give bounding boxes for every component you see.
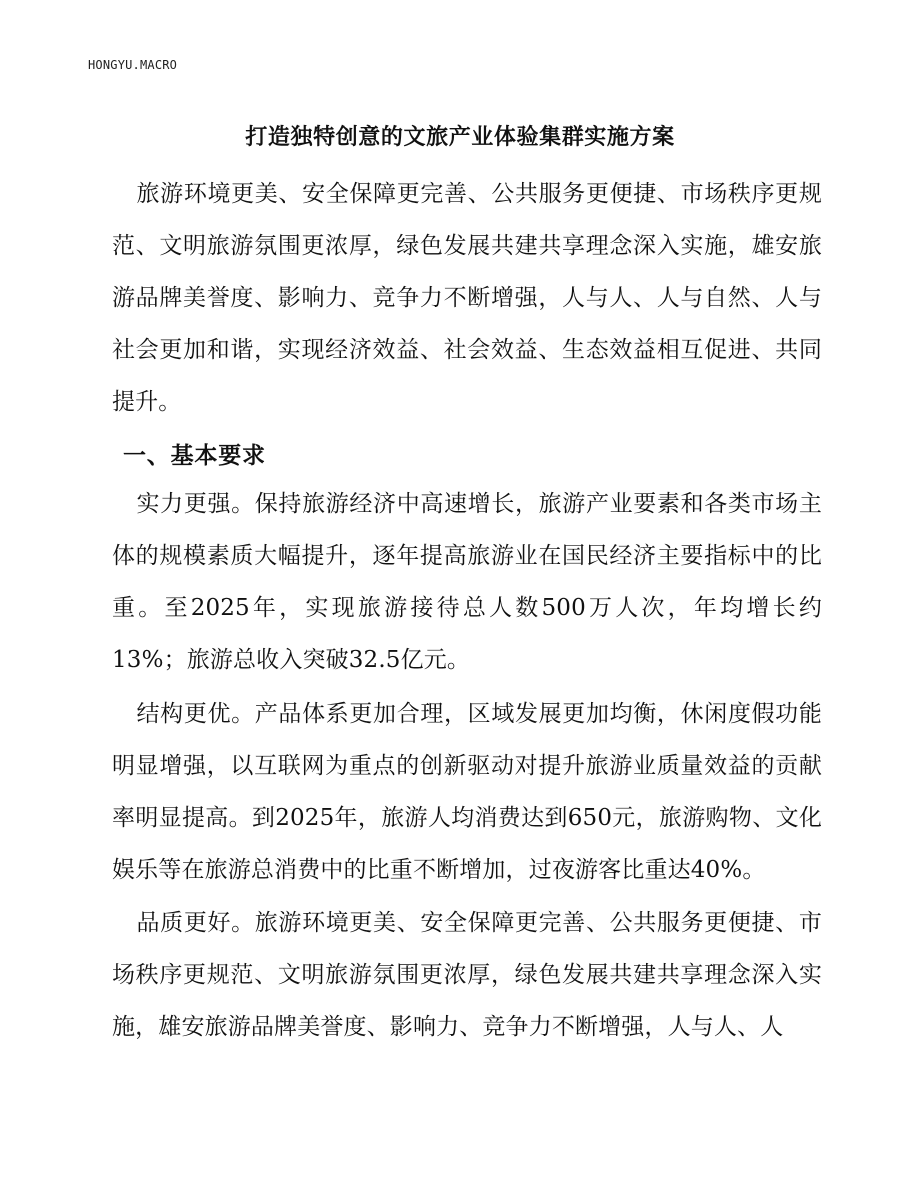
paragraph-structure-text: 结构更优。产品体系更加合理，区域发展更加均衡，休闲度假功能明显增强，以互联网为重点的创新驱动对提升旅游业质量效益的贡献率明显提高。到2025年，旅游人均消费达到650元，旅游购物、文化娱乐等在旅游总消费中的比重不断增加，过夜游客比重达40%。 xyxy=(112,701,822,883)
paragraph-quality xyxy=(112,897,822,1053)
paragraph-strength xyxy=(112,478,822,686)
paragraph-strength-text: 实力更强。保持旅游经济中高速增长，旅游产业要素和各类市场主体的规模素质大幅提升，逐年提高旅游业在国民经济主要指标中的比重。至2025年，实现旅游接待总人数500万人次，年均增长约13%；旅游总收入突破32.5亿元。 xyxy=(112,491,822,673)
paragraph-structure xyxy=(112,688,822,896)
document-title: 打造独特创意的文旅产业体验集群实施方案 xyxy=(245,124,675,150)
section-heading: 一、基本要求 xyxy=(123,442,266,469)
paragraph-quality-text: 品质更好。旅游环境更美、安全保障更完善、公共服务更便捷、市场秩序更规范、文明旅游氛围更浓厚，绿色发展共建共享理念深入实施，雄安旅游品牌美誉度、影响力、竞争力不断增强，人与人、人 xyxy=(112,910,822,1040)
header-mark: HONGYU.MACRO xyxy=(88,58,178,72)
intro-text: 旅游环境更美、安全保障更完善、公共服务更便捷、市场秩序更规范、文明旅游氛围更浓厚，绿色发展共建共享理念深入实施，雄安旅游品牌美誉度、影响力、竞争力不断增强，人与人、人与自然、人与社会更加和谐，实现经济效益、社会效益、生态效益相互促进、共同提升。 xyxy=(112,181,822,415)
intro-paragraph xyxy=(112,168,822,428)
